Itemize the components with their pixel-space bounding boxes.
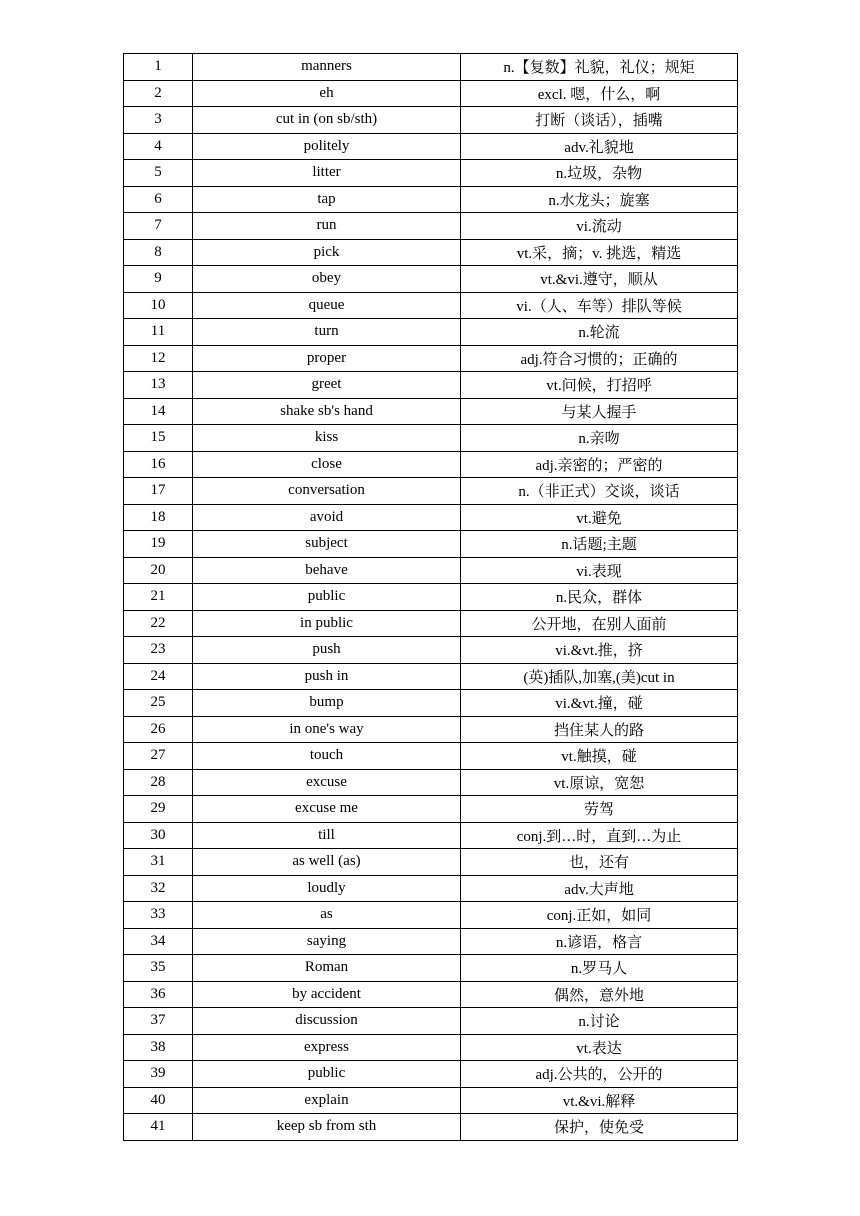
word-cell: cut in (on sb/sth) [193, 107, 461, 134]
table-row [124, 584, 738, 611]
definition-cell: vt.原谅，宽恕 [461, 769, 738, 796]
definition-cell: vt.采，摘；v. 挑选，精选 [461, 239, 738, 266]
row-number-cell: 7 [124, 213, 193, 240]
word-cell: excuse [193, 769, 461, 796]
definition-cell: adv.大声地 [461, 875, 738, 902]
definition-cell: vt.避免 [461, 504, 738, 531]
word-cell: discussion [193, 1008, 461, 1035]
table-row [124, 743, 738, 770]
table-row [124, 557, 738, 584]
row-number-cell: 9 [124, 266, 193, 293]
table-row [124, 663, 738, 690]
row-number-cell: 27 [124, 743, 193, 770]
definition-cell: (英)插队,加塞,(美)cut in [461, 663, 738, 690]
definition-cell: 与某人握手 [461, 398, 738, 425]
table-row [124, 451, 738, 478]
definition-cell: n.谚语，格言 [461, 928, 738, 955]
definition-cell: vt.问候，打招呼 [461, 372, 738, 399]
definition-cell: adj.符合习惯的；正确的 [461, 345, 738, 372]
word-cell: politely [193, 133, 461, 160]
row-number-cell: 33 [124, 902, 193, 929]
row-number-cell: 5 [124, 160, 193, 187]
word-cell: push in [193, 663, 461, 690]
vocabulary-table-body [124, 54, 738, 1141]
definition-cell: 打断（谈话），插嘴 [461, 107, 738, 134]
definition-cell: conj.到…时，直到…为止 [461, 822, 738, 849]
table-row [124, 637, 738, 664]
word-cell: express [193, 1034, 461, 1061]
word-cell: conversation [193, 478, 461, 505]
word-cell: in public [193, 610, 461, 637]
word-cell: shake sb's hand [193, 398, 461, 425]
definition-cell: vi.（人、车等）排队等候 [461, 292, 738, 319]
definition-cell: n.水龙头；旋塞 [461, 186, 738, 213]
definition-cell: n.垃圾，杂物 [461, 160, 738, 187]
word-cell: run [193, 213, 461, 240]
word-cell: as well (as) [193, 849, 461, 876]
word-cell: explain [193, 1087, 461, 1114]
table-row [124, 981, 738, 1008]
row-number-cell: 39 [124, 1061, 193, 1088]
word-cell: keep sb from sth [193, 1114, 461, 1141]
table-row [124, 716, 738, 743]
row-number-cell: 28 [124, 769, 193, 796]
vocabulary-table [123, 53, 738, 1141]
row-number-cell: 25 [124, 690, 193, 717]
word-cell: pick [193, 239, 461, 266]
definition-cell: n.话题;主题 [461, 531, 738, 558]
row-number-cell: 10 [124, 292, 193, 319]
row-number-cell: 18 [124, 504, 193, 531]
definition-cell: excl. 嗯，什么，啊 [461, 80, 738, 107]
definition-cell: adj.公共的，公开的 [461, 1061, 738, 1088]
word-cell: manners [193, 54, 461, 81]
table-row [124, 769, 738, 796]
definition-cell: n.讨论 [461, 1008, 738, 1035]
row-number-cell: 20 [124, 557, 193, 584]
word-cell: obey [193, 266, 461, 293]
row-number-cell: 19 [124, 531, 193, 558]
word-cell: proper [193, 345, 461, 372]
row-number-cell: 16 [124, 451, 193, 478]
word-cell: turn [193, 319, 461, 346]
word-cell: queue [193, 292, 461, 319]
definition-cell: n.民众，群体 [461, 584, 738, 611]
table-row [124, 398, 738, 425]
word-cell: behave [193, 557, 461, 584]
row-number-cell: 26 [124, 716, 193, 743]
table-row [124, 425, 738, 452]
definition-cell: vi.&vt.撞，碰 [461, 690, 738, 717]
row-number-cell: 40 [124, 1087, 193, 1114]
definition-cell: n.（非正式）交谈，谈话 [461, 478, 738, 505]
word-cell: eh [193, 80, 461, 107]
row-number-cell: 34 [124, 928, 193, 955]
table-row [124, 928, 738, 955]
word-cell: public [193, 1061, 461, 1088]
row-number-cell: 15 [124, 425, 193, 452]
table-row [124, 160, 738, 187]
table-row [124, 902, 738, 929]
row-number-cell: 29 [124, 796, 193, 823]
table-row [124, 478, 738, 505]
definition-cell: n.亲吻 [461, 425, 738, 452]
word-cell: in one's way [193, 716, 461, 743]
definition-cell: n.轮流 [461, 319, 738, 346]
word-cell: push [193, 637, 461, 664]
table-row [124, 292, 738, 319]
definition-cell: vi.表现 [461, 557, 738, 584]
row-number-cell: 36 [124, 981, 193, 1008]
definition-cell: vt.&vi.解释 [461, 1087, 738, 1114]
row-number-cell: 23 [124, 637, 193, 664]
word-cell: kiss [193, 425, 461, 452]
table-row [124, 266, 738, 293]
table-row [124, 1008, 738, 1035]
table-row [124, 54, 738, 81]
word-cell: greet [193, 372, 461, 399]
word-cell: avoid [193, 504, 461, 531]
table-row [124, 107, 738, 134]
definition-cell: 偶然，意外地 [461, 981, 738, 1008]
word-cell: subject [193, 531, 461, 558]
definition-cell: n.罗马人 [461, 955, 738, 982]
word-cell: close [193, 451, 461, 478]
table-row [124, 504, 738, 531]
table-row [124, 345, 738, 372]
row-number-cell: 37 [124, 1008, 193, 1035]
table-row [124, 531, 738, 558]
definition-cell: n.【复数】礼貌，礼仪；规矩 [461, 54, 738, 81]
row-number-cell: 41 [124, 1114, 193, 1141]
definition-cell: vt.表达 [461, 1034, 738, 1061]
row-number-cell: 24 [124, 663, 193, 690]
row-number-cell: 21 [124, 584, 193, 611]
table-row [124, 1114, 738, 1141]
definition-cell: vi.&vt.推，挤 [461, 637, 738, 664]
table-row [124, 822, 738, 849]
word-cell: till [193, 822, 461, 849]
row-number-cell: 14 [124, 398, 193, 425]
table-row [124, 875, 738, 902]
table-row [124, 239, 738, 266]
row-number-cell: 11 [124, 319, 193, 346]
row-number-cell: 6 [124, 186, 193, 213]
definition-cell: 公开地，在别人面前 [461, 610, 738, 637]
table-row [124, 849, 738, 876]
row-number-cell: 30 [124, 822, 193, 849]
word-cell: touch [193, 743, 461, 770]
definition-cell: vt.触摸，碰 [461, 743, 738, 770]
definition-cell: adj.亲密的；严密的 [461, 451, 738, 478]
table-row [124, 1061, 738, 1088]
row-number-cell: 1 [124, 54, 193, 81]
row-number-cell: 8 [124, 239, 193, 266]
row-number-cell: 32 [124, 875, 193, 902]
row-number-cell: 13 [124, 372, 193, 399]
word-cell: tap [193, 186, 461, 213]
table-row [124, 690, 738, 717]
table-row [124, 372, 738, 399]
table-row [124, 1034, 738, 1061]
table-row [124, 796, 738, 823]
definition-cell: conj.正如，如同 [461, 902, 738, 929]
word-cell: litter [193, 160, 461, 187]
table-row [124, 133, 738, 160]
word-cell: by accident [193, 981, 461, 1008]
row-number-cell: 12 [124, 345, 193, 372]
row-number-cell: 3 [124, 107, 193, 134]
word-cell: loudly [193, 875, 461, 902]
table-row [124, 319, 738, 346]
table-row [124, 213, 738, 240]
table-row [124, 80, 738, 107]
word-cell: Roman [193, 955, 461, 982]
table-row [124, 186, 738, 213]
table-row [124, 610, 738, 637]
word-cell: excuse me [193, 796, 461, 823]
row-number-cell: 22 [124, 610, 193, 637]
row-number-cell: 35 [124, 955, 193, 982]
definition-cell: adv.礼貌地 [461, 133, 738, 160]
row-number-cell: 31 [124, 849, 193, 876]
row-number-cell: 4 [124, 133, 193, 160]
definition-cell: 保护，使免受 [461, 1114, 738, 1141]
definition-cell: vi.流动 [461, 213, 738, 240]
word-cell: bump [193, 690, 461, 717]
definition-cell: 也，还有 [461, 849, 738, 876]
row-number-cell: 38 [124, 1034, 193, 1061]
row-number-cell: 2 [124, 80, 193, 107]
definition-cell: vt.&vi.遵守，顺从 [461, 266, 738, 293]
definition-cell: 劳驾 [461, 796, 738, 823]
definition-cell: 挡住某人的路 [461, 716, 738, 743]
row-number-cell: 17 [124, 478, 193, 505]
word-cell: public [193, 584, 461, 611]
table-row [124, 1087, 738, 1114]
word-cell: as [193, 902, 461, 929]
table-row [124, 955, 738, 982]
word-cell: saying [193, 928, 461, 955]
